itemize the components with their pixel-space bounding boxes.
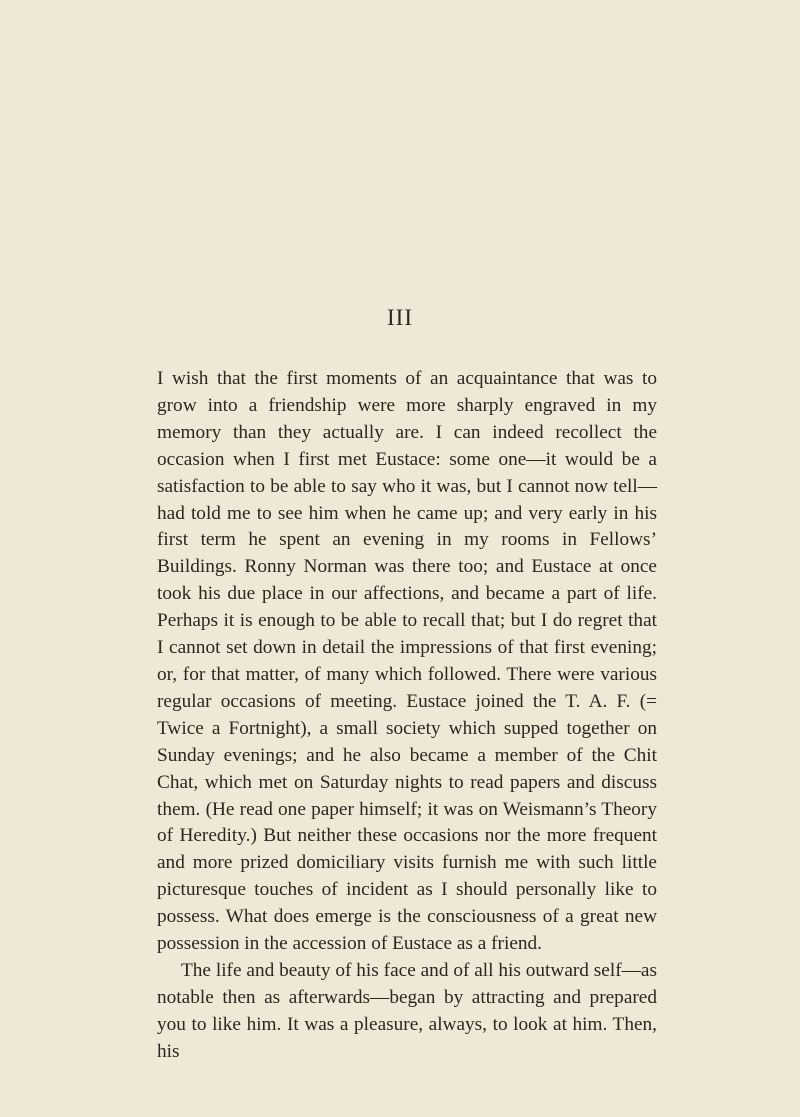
paragraph-1: I wish that the first moments of an acquaintance that was to grow into a friendship were more sharply engraved in my memory than they actually are. I can indeed recollect the occasion when I first met Eustace: some one—it would be a satisfaction to be able to say who it was, but I cannot now tell—had told me to see him when he came up; and very early in his first term he spent an evening in my rooms in Fellows’ Buildings. Ronny Norman was there too; and Eustace at once took his due place in our affections, and became a part of life. Perhaps it is enough to be able to recall that; but I do regret that I cannot set down in detail the impressions of that first evening; or, for that matter, of many which followed. There were various regular occasions of meeting. Eustace joined the T. A. F. (= Twice a Fortnight), a small society which supped together on Sunday evenings; and he also became a member of the Chit Chat, which met on Saturday nights to read papers and discuss them. (He read one paper himself; it was on Weismann’s Theory of Heredity.) But neither these occasions nor the more frequent and more prized domiciliary visits furnish me with such little picturesque touches of incident as I should personally like to possess. What does emerge is the consciousness of a great new possession in the accession of Eustace as a friend. bbox=[157, 368, 657, 955]
chapter-heading: III bbox=[387, 305, 413, 330]
paragraph-2: The life and beauty of his face and of all his outward self—as notable then as afterwards—began by attracting and prepared you to like him. It was a pleasure, always, to look at him. Then, his bbox=[157, 959, 657, 1062]
body-text bbox=[157, 366, 657, 1066]
